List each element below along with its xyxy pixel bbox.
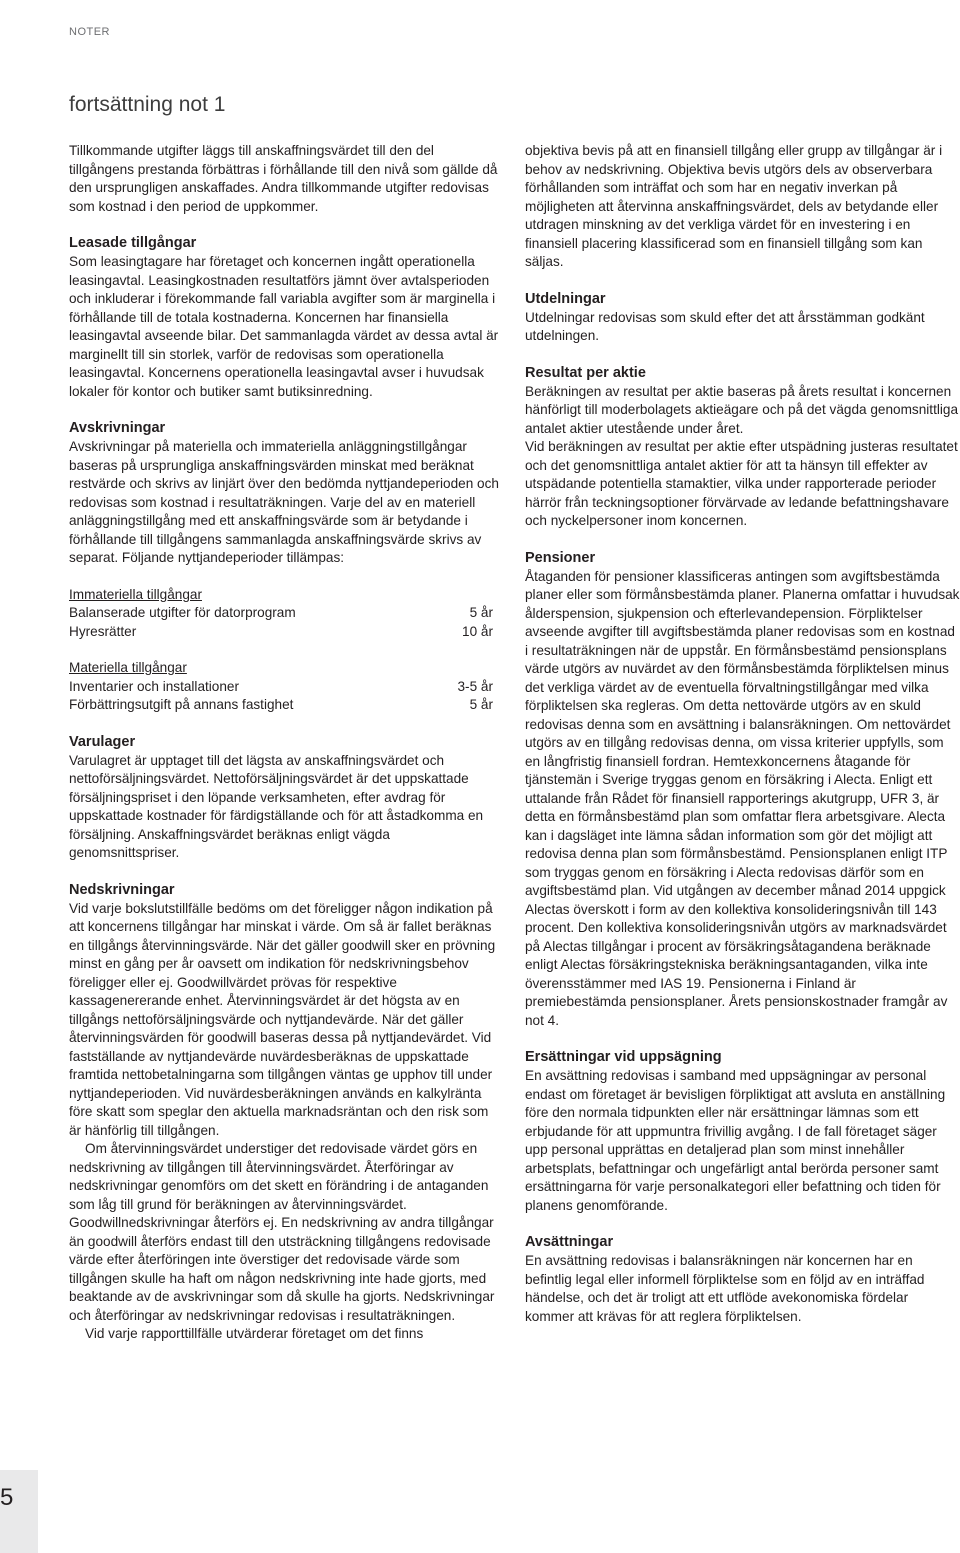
paragraph-avsattningar: En avsättning redovisas i balansräkningen när koncernen har en befintlig legal eller informell förpliktelse som en följd av en inträffad händelse, och det är troligt att ett utflöde avekonomiska fördelar kommer att krävas för att reglera förpliktelsen. <box>525 1253 925 1324</box>
paragraph-nedskrivningar-1: Vid varje bokslutstillfälle bedöms om det föreligger någon indikation på att koncernens tillgångar har minskat i värde. Om så är fallet beräknas en tillgångs återvinningsvärde. När det gäller goodwill sker en prövning minst en gång per år oavsett om indikation för nedskrivningsbehov föreligger eller ej. Goodwillvärdet prövas för respektive kassagenererande enhet. Återvinningsvärdet är det högsta av en tillgångs nettoförsäljningsvärde och nyttjandevärde. När det gäller återvinningsvärden för goodwill baseras dessa på nyttjandevärdet. Vid fastställande av nyttjandevärde nuvärdesberäknas de uppskattade framtida nettobetalningarna som tillgången väntas ge upphov till under nyttjandeperioden. Vid nuvärdesberäkningen används en kalkylränta före skatt som speglar den aktuella marknadsräntan och den risk som är hänförlig till tillgången. <box>69 900 496 1138</box>
depreciation-row <box>69 678 493 697</box>
right-column <box>525 142 960 1326</box>
depreciation-value: 10 år <box>462 623 493 639</box>
paragraph-nedskrivningar-2: Om återvinningsvärdet understiger det redovisade värdet görs en nedskrivning av tillgången till återvinningsvärdet. Återföringar av nedskrivningar genomförs om det skett en förändring i de antaganden som låg till grund för beräkningen av återvinningsvärdet. Goodwillnedskrivningar återförs ej. En nedskrivning av andra tillgångar än goodwill återförs endast till den utsträckning tillgångens redovisade värde efter återföringen inte överstiger det redovisade värde som tillgången skulle ha haft om någon nedskrivning inte hade gjorts, med beaktande av de avskrivningar som då skulle ha gjorts. Nedskrivningar och återföringar av nedskrivningar redovisas i resultaträkningen. <box>69 1141 495 1323</box>
paragraph-ersattningar: En avsättning redovisas i samband med uppsägningar av personal endast om företaget är bevisligen förpliktigat att avsluta en anställning före den normala tidpunkten eller när ersättningar lämnas som ett erbjudande för att uppmuntra frivillig avgång. I de fall företaget säger upp personal upprättas en detaljerad plan som minst innehåller arbetsplats, befattningar och ungefärligt antal berörda personer samt ersättningarna för varje personalkategori eller befattning och tiden för planens genomförande. <box>525 1068 946 1213</box>
heading-avskrivningar: Avskrivningar <box>69 420 166 436</box>
depreciation-row <box>69 604 493 623</box>
depreciation-label: Förbättringsutgift på annans fastighet <box>69 697 294 712</box>
paragraph-resultat-1: Beräkningen av resultat per aktie baseras på årets resultat i koncernen hänförligt till moderbolagets aktieägare och på det vägda genomsnittliga antalet aktier utestående under året. <box>525 383 959 436</box>
depreciation-header: Materiella tillgångar <box>69 660 187 675</box>
depreciation-label: Hyresrätter <box>69 623 137 639</box>
paragraph-varulager: Varulagret är upptaget till det lägsta av anskaffningsvärdet och nettoförsäljningsvärdet. Nettoförsäljningsvärdet är det uppskattade försäljningspriset i den löpande verksamheten, efter avdrag för uppskattade kostnader för färdigställande och för att åstadkomma en försäljning. Anskaffningsvärdet beräknas enligt vägda genomsnittspriser. <box>69 752 484 860</box>
continued-paragraph: objektiva bevis på att en finansiell tillgång eller grupp av tillgångar är i behov av nedskrivning. Objektiva bevis utgörs dels av observerbara förhållanden som inträffat och som har en negativ inverkan på möjligheten att återvinna anskaffningsvärdet, dels av betydande eller utdragen minskning av det verkliga värdet för en investering i en finansiell placering klassificerad som en finansiell tillgång som kan säljas. <box>525 143 943 269</box>
heading-resultat-per-aktie: Resultat per aktie <box>525 364 646 381</box>
page-title: fortsättning not 1 <box>69 93 226 116</box>
heading-pensioner: Pensioner <box>525 549 596 566</box>
paragraph-leasade: Som leasingtagare har företaget och koncernen ingått operationella leasingavtal. Leasingkostnaden resultatförs jämnt över avtalsperioden och inkluderar i förekommande fall variabla avgifter som är marginella i förhållande till de totala kostnaderna. Koncernen har finansiella leasingavtal avseende bilar. Det sammanlagda värdet av dessa avtal är marginellt till sin storlek, varför de redovisas som operationella leasingavtal. Koncernens operationella leasingavtal avser i huvudsak lokaler för kontor och butiker samt butiksinredning. <box>69 254 499 399</box>
paragraph-resultat-2: Vid beräkningen av resultat per aktie efter utspädning justeras resultatet och det genomsnittliga antalet aktier för att ta hänsyn till effekter av utspädande potentiella stamaktier, vilka under rapporterade perioder härrör från teckningsoptioner förvärvade av ledande befattningshavare och nyckelpersoner inom koncernen. <box>525 439 958 528</box>
depreciation-header: Immateriella tillgångar <box>69 586 202 602</box>
paragraph-utdelningar: Utdelningar redovisas som skuld efter det att årsstämman godkänt utdelningen. <box>525 309 925 343</box>
heading-utdelningar: Utdelningar <box>525 290 606 307</box>
depreciation-group-immateriella <box>69 586 502 642</box>
heading-ersattningar: Ersättningar vid uppsägning <box>525 1049 722 1065</box>
depreciation-label: Inventarier och installationer <box>69 678 240 694</box>
paragraph-nedskrivningar-3: Vid varje rapporttillfälle utvärderar företaget om det finns <box>85 1326 424 1341</box>
heading-nedskrivningar: Nedskrivningar <box>69 881 175 898</box>
depreciation-value: 5 år <box>469 697 493 712</box>
depreciation-row <box>69 696 493 715</box>
paragraph-pensioner: Åtaganden för pensioner klassificeras antingen som avgiftsbestämda planer eller som förmånsbestämda planer. Planerna omfattar i huvudsak ålderspension, sjukpension och efterlevandepension. Förpliktelser avseende avgifter till avgiftsbestämda planer redovisas som en kostnad i resultaträkningen när de uppstår. En förmånsbestämd pensionsplans värde utgörs av nuvärdet av den förmånsbestämda förpliktelsen minus det verkliga värdet av de eventuella förvaltningstillgångar med vilka förpliktelsen ska regleras. Om detta nettovärde utgörs av en skuld redovisas denna som en avsättning i balansräkningen. Om nettovärdet utgörs av en tillgång redovisas denna, om vissa kriterier uppfylls, som en långfristig finansiell fordran. Hemtexkoncernens åtagande för tjänstemän i Sverige tryggas genom en försäkring i Alecta. Enligt ett uttalande från Rådet för finansiell rapporterings akutgrupp, UFR 3, är detta en förmånsbestämd plan som omfattar flera arbetsgivare. Alecta kan i dagsläget inte lämna sådan information som gör det möjligt att redovisa denna plan som förmånsbestämd. Pensionsplanen enligt ITP som tryggas genom en försäkring i Alecta redovisas därför som en avgiftsbestämd plan. Vid utgången av december månad 2014 uppgick Alectas överskott i form av den kollektiva konsolideringsnivån till 143 procent. Den kollektiva konsolideringsnivån utgörs av marknadsvärdet på Alectas tillgångar i procent av försäkringsåtagandena beräknade enligt Alectas försäkringstekniska beräkningsantaganden, vilka inte överensstämmer med IAS 19. Pensionerna i Finland är premiebestämda pensionsplaner. Årets pensionskostnader framgår av not 4. <box>525 568 960 1028</box>
left-column <box>69 142 502 1344</box>
heading-varulager: Varulager <box>69 733 136 750</box>
page-number: 5 <box>0 1484 14 1511</box>
intro-paragraph: Tillkommande utgifter läggs till anskaffningsvärdet till den del tillgångens prestanda förbättras i förhållande till den nivå som gällde då den ursprungligen anskaffades. Andra tillkommande utgifter redovisas som kostnad i den period de uppkommer. <box>69 143 498 214</box>
section-header-label: NOTER <box>69 26 110 38</box>
paragraph-avskrivningar: Avskrivningar på materiella och immateriella anläggningstillgångar baseras på ursprungliga anskaffningsvärden minskat med beräknat restvärde och skrivs av linjärt över den bedömda nyttjandeperioden och redovisas som kostnad i resultaträkningen. Varje del av en materiell anläggningstillgång med ett anskaffningsvärde som är betydande i förhållande till tillgångens sammanlagda anskaffningsvärde skrivs av separat. Följande nyttjandeperioder tillämpas: <box>69 439 499 565</box>
heading-avsattningar: Avsättningar <box>525 1234 614 1250</box>
depreciation-label: Balanserade utgifter för datorprogram <box>69 605 296 620</box>
depreciation-value: 5 år <box>469 605 493 620</box>
depreciation-value: 3-5 år <box>457 678 493 694</box>
depreciation-row <box>69 623 493 642</box>
depreciation-group-materiella <box>69 659 502 715</box>
heading-leasade: Leasade tillgångar <box>69 235 197 251</box>
